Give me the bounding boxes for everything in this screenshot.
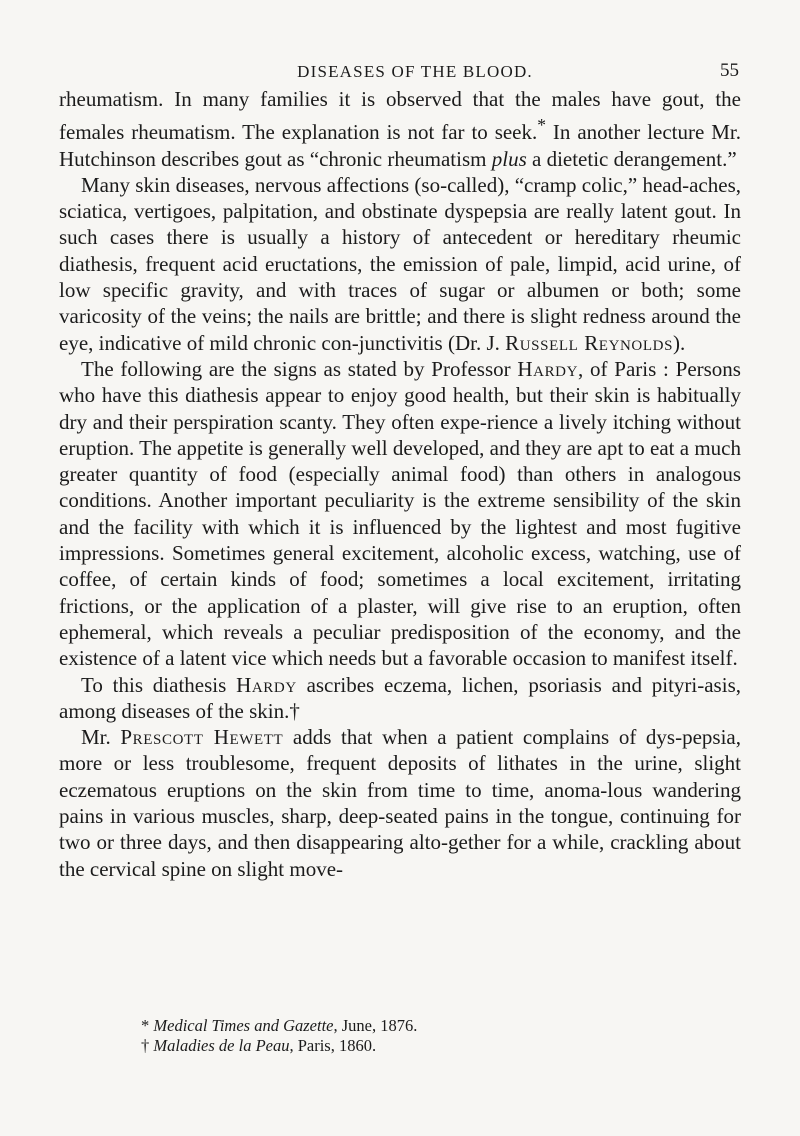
text-run: ascribes eczema, lichen, psoriasis and pityri-asis, among diseases of the skin.	[59, 672, 741, 723]
paragraph	[59, 672, 741, 725]
footnote-source: Maladies de la Peau	[153, 1036, 290, 1055]
text-run: The following are the signs as stated by Professor	[81, 356, 518, 381]
text-run: adds that when a patient complains of dys-pepsia, more or less troublesome, frequent deposits of lithates in the urine, slight eczematous eruptions on the skin from time to time, anoma-lous wandering pains in various muscles, sharp, deep-seated pains in the tongue, continuing for two or three days, and then disappearing alto-gether for a while, crackling about the cervical spine on slight move-	[59, 725, 741, 881]
footnote	[59, 1016, 741, 1036]
text-run: ).	[673, 330, 686, 355]
footnotes	[59, 1016, 741, 1056]
footnote-ref: *	[537, 115, 547, 136]
text-run: To this diathesis	[81, 672, 237, 697]
footnote-text: , Paris, 1860.	[289, 1036, 377, 1055]
paragraph	[59, 172, 741, 356]
author-name: Prescott Hewett	[120, 725, 284, 750]
page-number: 55	[720, 60, 739, 81]
footnote-mark: †	[141, 1036, 154, 1055]
footnote-mark: *	[141, 1016, 154, 1035]
footnote-text: , June, 1876.	[333, 1016, 418, 1035]
text-run: In another lecture Mr. Hutchinson describes gout as “chronic rheumatism	[59, 120, 741, 171]
footnote-ref: †	[289, 698, 300, 723]
text-run: a dietetic derangement.”	[526, 146, 737, 171]
text-run: Many skin diseases, nervous affections (so-called), “cramp colic,” head-aches, sciatica, vertigoes, palpitation, and obstinate dyspepsia are really latent gout. In such cases there is usually a history of antecedent or hereditary rheumic diathesis, frequent acid eructations, the emission of pale, limpid, acid urine, of low specific gravity, and with traces of sugar or albumen or both; some varicosity of the veins; the nails are brittle; and there is slight redness around the eye, indicative of mild chronic con-junctivitis (Dr. J.	[59, 172, 741, 355]
author-name: Hardy	[517, 356, 579, 381]
emphasis: plus	[491, 146, 527, 171]
author-name: Russell Reynolds	[505, 330, 674, 355]
running-head: DISEASES OF THE BLOOD.	[297, 62, 533, 81]
text-run: Mr.	[81, 725, 121, 750]
text-run: rheumatism. In many families it is observed that the males have gout, the females rheumatism. The explanation is not far to seek.	[59, 87, 741, 145]
author-name: Hardy	[236, 672, 297, 697]
body-text	[59, 86, 741, 882]
footnote-source: Medical Times and Gazette	[153, 1016, 334, 1035]
footnote	[59, 1036, 741, 1056]
paragraph	[59, 724, 741, 882]
paragraph	[59, 86, 741, 172]
text-run: , of Paris : Persons who have this diathesis appear to enjoy good health, but their skin is habitually dry and their perspiration scanty. They often expe-rience a lively itching without eruption. The appetite is generally well developed, and they are apt to eat a much greater quantity of food (especially animal food) than others in analogous conditions. Another important peculiarity is the extreme sensibility of the skin and the facility with which it is influenced by the lightest and most fugitive impressions. Sometimes general excitement, alcoholic excess, watching, use of coffee, of certain kinds of food; sometimes a local excitement, irritating frictions, or the application of a plaster, will give rise to an eruption, often ephemeral, which reveals a peculiar predisposition of the economy, and the existence of a latent vice which needs but a favorable occasion to manifest itself.	[59, 356, 741, 671]
paragraph	[59, 356, 741, 672]
